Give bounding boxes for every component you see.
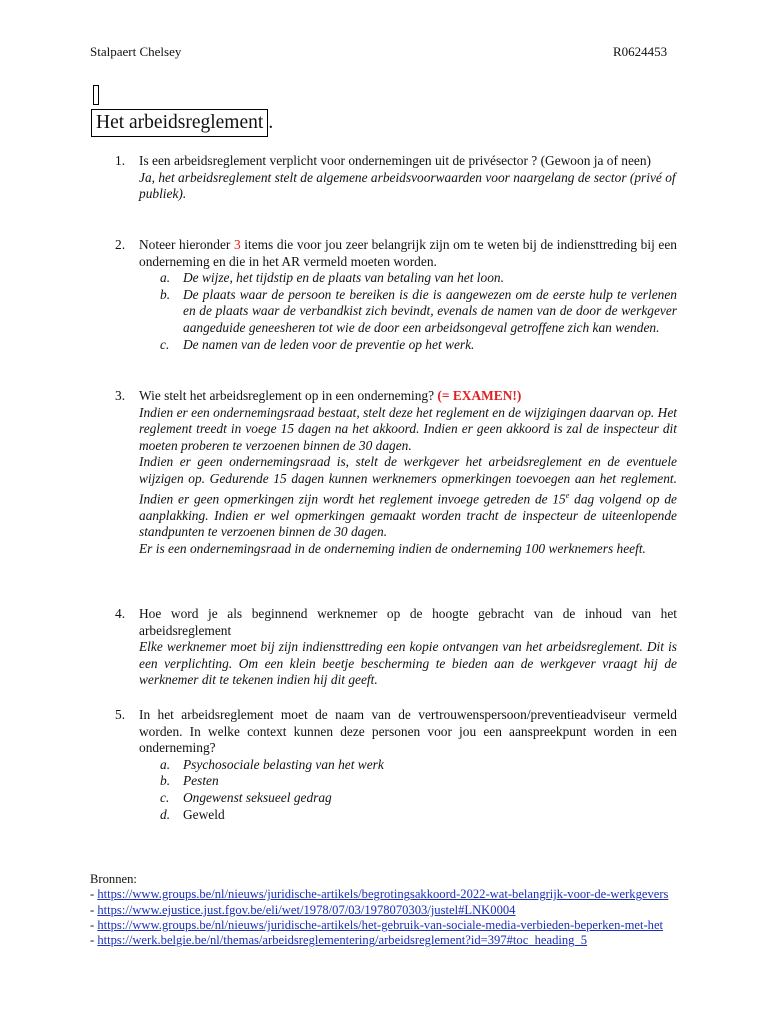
list-item-text: De namen van de leden voor de preventie op het werk.	[183, 336, 475, 352]
question-2	[115, 237, 677, 353]
question-number: 4.	[115, 606, 126, 621]
question-text-pre: Noteer hieronder	[139, 237, 234, 252]
question-text-post: items die voor jou zeer belangrijk zijn om te weten bij de indiensttreding bij een onderneming en die in het AR vermeld moeten worden.	[139, 237, 677, 269]
sources-heading: Bronnen:	[90, 872, 137, 886]
answer-text: Indien er geen ondernemingsraad is, stelt de werkgever het arbeidsreglement en de eventuele wijzigen op. Gedurende 15 dagen kunnen werknemers opmerkingen toevoegen aan het reglement. Indien er geen opmerkingen zijn wordt het reglement invoege getreden de 15	[139, 454, 677, 507]
question-text	[139, 237, 677, 270]
title-block	[91, 109, 273, 137]
question-text	[139, 388, 677, 405]
answer-text: Elke werknemer moet bij zijn indiensttreding een kopie ontvangen van het arbeidsreglement. Dit is een verplichting. Om een klein beetje bescherming te bieden aan de werkgever vraagt hij de werknemer dit te tekenen indien hij dit geeft.	[139, 639, 677, 688]
list-item-text: De plaats waar de persoon te bereiken is die is aangewezen om de eerste hulp te verlenen en de plaats waar de verbandkist zich bevindt, evenals de namen van de door de werkgever aangeduide geneesheren tot wie de door een arbeidsongeval getroffene zich kan wenden.	[183, 286, 677, 335]
question-text-main: Wie stelt het arbeidsreglement op in een onderneming?	[139, 388, 438, 403]
list-item-text: De wijze, het tijdstip en de plaats van betaling van het loon.	[183, 270, 504, 286]
answer-text: dag volgend op de aanplakking. Indien er wel opmerkingen gemaakt worden tracht de inspecteur de uiteenlopende standpunten te verzoenen binnen de 30 dagen.	[139, 491, 677, 540]
source-link[interactable]: https://www.ejustice.just.fgov.be/eli/wet/1978/07/03/1978070303/justel#LNK0004	[97, 902, 516, 917]
exam-badge: (= EXAMEN!)	[437, 388, 522, 403]
list-letter: b.	[160, 286, 171, 302]
title-suffix: .	[268, 112, 274, 133]
question-number: 1.	[115, 153, 126, 168]
list-item	[139, 757, 677, 774]
list-letter: a.	[160, 270, 171, 286]
list-letter: a.	[160, 756, 171, 772]
list-item-text: Psychosociale belasting van het werk	[183, 756, 384, 772]
highlight-number: 3	[233, 237, 241, 252]
question-number: 5.	[115, 707, 126, 722]
list-letter: c.	[160, 789, 170, 805]
header-author: Stalpaert Chelsey	[90, 44, 182, 59]
list-letter: d.	[160, 806, 171, 822]
question-3	[115, 388, 677, 557]
list-item-text: Pesten	[183, 773, 219, 789]
superscript: e	[565, 490, 570, 500]
list-item-text: Geweld	[183, 806, 225, 822]
text-cursor-marker	[93, 85, 99, 105]
source-link[interactable]: https://werk.belgie.be/nl/themas/arbeidsreglementering/arbeidsreglement?id=397#toc_heading_5	[97, 933, 588, 948]
question-text: Hoe word je als beginnend werknemer op de hoogte gebracht van de inhoud van het arbeidsreglement	[139, 606, 677, 638]
question-1	[115, 153, 677, 203]
source-bullet: -	[90, 887, 98, 902]
question-4	[115, 606, 677, 689]
list-item	[139, 270, 677, 287]
question-text: Is een arbeidsreglement verplicht voor ondernemingen uit de privésector ? (Gewoon ja of neen)	[139, 153, 651, 168]
source-item	[90, 918, 690, 933]
source-link[interactable]: https://www.groups.be/nl/nieuws/juridische-artikels/begrotingsakkoord-2022-wat-belangrijk-voor-de-werkgevers	[97, 887, 669, 902]
source-item	[90, 887, 690, 902]
answer-text: Ja, het arbeidsreglement stelt de algemene arbeidsvoorwaarden voor naargelang de sector (privé of publiek).	[139, 169, 676, 202]
source-bullet: -	[90, 902, 98, 917]
list-item-text: Ongewenst seksueel gedrag	[183, 789, 332, 805]
question-number: 2.	[115, 237, 126, 252]
list-item	[139, 773, 677, 790]
answer-paragraph-1: Indien er een ondernemingsraad bestaat, stelt deze het reglement en de wijzigingen daarvan op. Het reglement treedt in voege 15 dagen na het akkoord. Indien er geen akkoord is zal de inspecteur dit moeten proberen te verzoenen binnen de 30 dagen.	[139, 404, 677, 453]
source-item	[90, 903, 690, 918]
document-title[interactable]: Het arbeidsreglement	[91, 109, 268, 137]
answer-paragraph-2	[139, 454, 677, 540]
header-student-id: R0624453	[613, 44, 668, 59]
answer-paragraph-3: Er is een ondernemingsraad in de onderneming indien de onderneming 100 werknemers heeft.	[139, 540, 646, 556]
list-item	[139, 337, 677, 354]
list-item	[139, 287, 677, 337]
source-bullet: -	[90, 933, 98, 948]
question-number: 3.	[115, 388, 126, 403]
source-bullet: -	[90, 917, 98, 932]
source-link[interactable]: https://www.groups.be/nl/nieuws/juridische-artikels/het-gebruik-van-sociale-media-verbieden-beperken-met-het	[97, 917, 664, 932]
question-text: In het arbeidsreglement moet de naam van de vertrouwenspersoon/preventieadviseur vermeld worden. In welke context kunnen deze personen voor jou een aanspreekpunt worden in een onderneming?	[139, 707, 677, 756]
list-item	[139, 807, 677, 824]
list-letter: b.	[160, 773, 171, 789]
question-5	[115, 707, 677, 823]
source-item	[90, 933, 690, 948]
list-letter: c.	[160, 336, 170, 352]
sources-section	[90, 872, 690, 948]
list-item	[139, 790, 677, 807]
